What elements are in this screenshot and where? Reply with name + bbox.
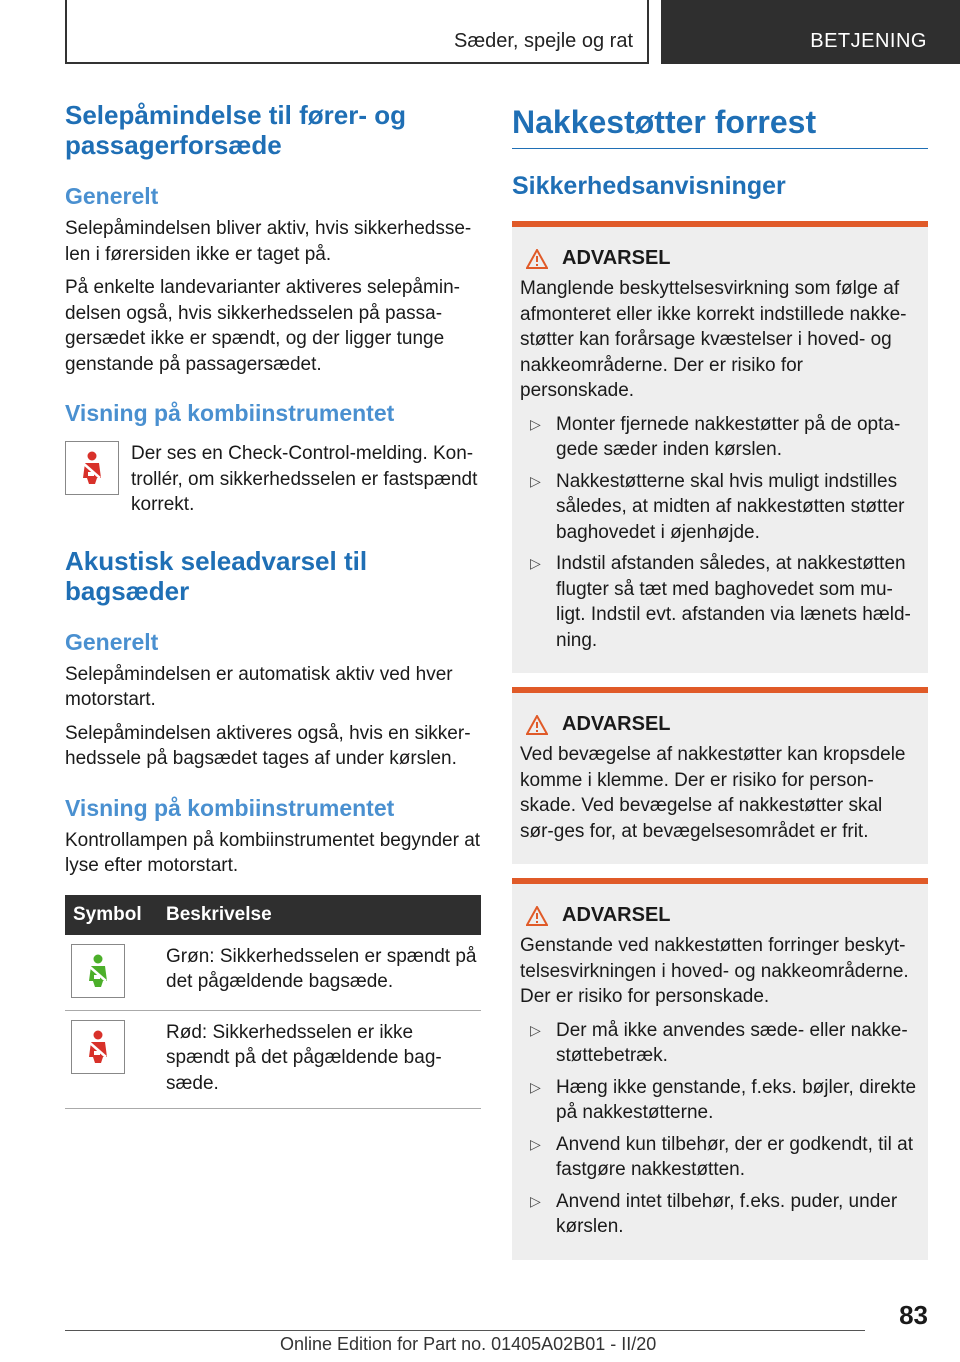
- heading-display-1: Visning på kombiinstrumentet: [65, 400, 395, 426]
- bullet-triangle-icon: ▷: [530, 1192, 541, 1209]
- warning-title-row: [526, 904, 920, 927]
- warning-text: Genstande ved nakkestøtten forringer beskyt-telsesvirkningen i hoved- og nakkeområderne. Der er risiko for personskade.: [520, 935, 909, 1007]
- warning-title-row: [526, 713, 920, 736]
- column-header-symbol: Symbol: [65, 895, 158, 935]
- page-number: 83: [899, 1300, 928, 1330]
- warning-box-2: [512, 687, 928, 864]
- heading-headrests-front: Nakkestøtter forrest: [512, 100, 928, 149]
- table-cell-symbol: [65, 1010, 158, 1109]
- header-section-box: [65, 0, 649, 64]
- heading-display-2: Visning på kombiinstrumentet: [65, 794, 395, 821]
- paragraph-indicator: Kontrollampen på kombiinstrumentet begynder at lyse efter motorstart.: [65, 829, 481, 876]
- paragraph-acoustic-1: Selepåmindelsen er automatisk aktiv ved hver motorstart.: [65, 663, 453, 710]
- header-chapter-box: [661, 0, 960, 64]
- table-cell-description: Rød: Sikkerhedsselen er ikke spændt på det pågældende bag-sæde.: [158, 1010, 481, 1109]
- bullet-triangle-icon: ▷: [530, 472, 541, 489]
- seatbelt-red-icon: [71, 1020, 125, 1074]
- list-item: ▷ Der må ikke anvendes sæde- eller nakke-støttebetræk.: [520, 1018, 920, 1069]
- footer-divider: [65, 1330, 865, 1331]
- list-item: ▷ Anvend intet tilbehør, f.eks. puder, under kørslen.: [520, 1189, 920, 1240]
- list-item: ▷ Anvend kun tilbehør, der er godkendt, til at fastgøre nakkestøtten.: [520, 1132, 920, 1183]
- list-item: ▷ Indstil afstanden således, at nakkestøtten flugter så tæt med baghovedet som mu-ligt. Indstil evt. afstanden via lænets hæld-ning.: [520, 551, 920, 653]
- table-cell-symbol: [65, 935, 158, 1011]
- right-column: [512, 100, 928, 1260]
- warning-list: [520, 412, 920, 654]
- warning-title-row: [526, 247, 920, 270]
- seatbelt-warning-icon: [65, 441, 119, 495]
- warning-list: [520, 1018, 920, 1240]
- warning-title: ADVARSEL: [562, 904, 671, 926]
- paragraph-seat-reminder-2: På enkelte landevarianter aktiveres selepåmin-delsen også, hvis sikkerhedsselen på passa-gersædet ikke er spændt, og der ligger tunge genstande på passagersædet.: [65, 277, 460, 375]
- paragraph-acoustic-2: Selepåmindelsen aktiveres også, hvis en sikker-hedssele på bagsædet tages af under kørslen.: [65, 722, 471, 769]
- warning-triangle-icon: [526, 249, 548, 269]
- column-header-description: Beskrivelse: [158, 895, 481, 935]
- table-row: [65, 1010, 481, 1109]
- warning-text: Manglende beskyttelsesvirkning som følge af afmonteret eller ikke korrekt indstillede nakke-støtter kan forårsage kvæstelser i hoved- og nakkeområderne. Der er risiko for personskade.: [520, 278, 907, 401]
- symbol-table: [65, 895, 481, 1110]
- bullet-triangle-icon: ▷: [530, 555, 541, 571]
- heading-acoustic-warning: Akustisk seleadvarsel til bagsæder: [65, 545, 368, 606]
- list-item: ▷ Hæng ikke genstande, f.eks. bøjler, direkte på nakkestøtterne.: [520, 1075, 920, 1126]
- heading-seat-reminder: Selepåmindelse til fører- og passagerforsæde: [65, 100, 406, 160]
- warning-triangle-icon: [526, 906, 548, 926]
- warning-box-1: [512, 221, 928, 673]
- warning-box-3: [512, 878, 928, 1260]
- header-section-title: Sæder, spejle og rat: [454, 30, 633, 52]
- list-item: ▷ Monter fjernede nakkestøtter på de opta-gede sæder inden kørslen.: [520, 412, 920, 463]
- warning-text: Ved bevægelse af nakkestøtter kan kropsdele komme i klemme. Der er risiko for person-skade. Ved bevægelse af nakkestøtter skal sør-ges for, at bevægelsesområdet er frit.: [520, 744, 906, 842]
- list-item: ▷ Nakkestøtterne skal hvis muligt indstilles således, at midten af nakkestøtten støtter baghovedet i øjenhøjde.: [520, 469, 920, 546]
- heading-general-2: Generelt: [65, 628, 159, 655]
- bullet-triangle-icon: ▷: [530, 1078, 541, 1095]
- seatbelt-green-icon: [71, 944, 125, 998]
- table-cell-description: Grøn: Sikkerhedsselen er spændt på det pågældende bagsæde.: [158, 935, 481, 1011]
- warning-triangle-icon: [526, 715, 548, 735]
- table-header-row: [65, 895, 481, 935]
- display-info-row: [65, 441, 481, 518]
- left-column: [65, 100, 481, 1109]
- bullet-triangle-icon: ▷: [530, 1135, 541, 1152]
- bullet-triangle-icon: ▷: [530, 1021, 541, 1038]
- bullet-triangle-icon: ▷: [530, 415, 541, 432]
- table-row: [65, 935, 481, 1011]
- warning-title: ADVARSEL: [562, 247, 671, 269]
- heading-general-1: Generelt: [65, 183, 159, 209]
- warning-title: ADVARSEL: [562, 713, 671, 735]
- footer-edition: Online Edition for Part no. 01405A02B01 - II/20: [280, 1334, 657, 1354]
- heading-safety-notes: Sikkerhedsanvisninger: [512, 172, 786, 200]
- header-chapter-title: BETJENING: [810, 30, 927, 52]
- paragraph-seat-reminder-1: Selepåmindelsen bliver aktiv, hvis sikkerhedsse-len i førersiden ikke er taget på.: [65, 218, 472, 265]
- display-info-text: Der ses en Check-Control-melding. Kon-trollér, om sikkerhedsselen er fastspændt korrekt.: [131, 443, 478, 515]
